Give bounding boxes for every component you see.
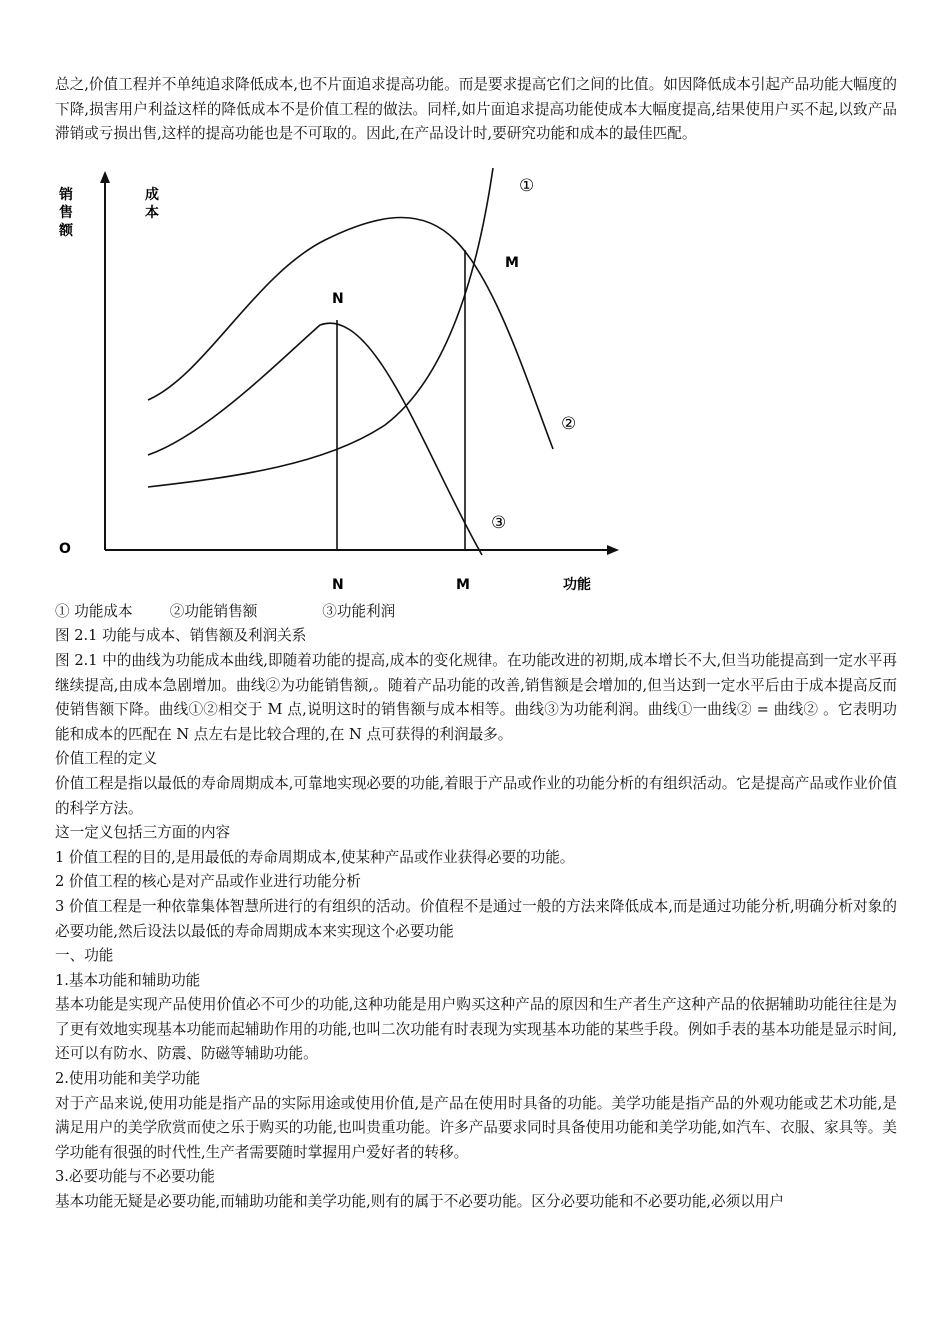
figure-legend <box>55 600 897 625</box>
y-label-left-2: 售 <box>59 204 73 221</box>
intro-paragraph: 总之,价值工程并不单纯追求降低成本,也不片面追求提高功能。而是要求提高它们之间的比值。如因降低成本引起产品功能大幅度的下降,损害用户利益这样的降低成本不是价值工程的做法。同样,如片面追求提高功能使成本大幅度提高,结果使用户买不起,以致产品滞销或亏损出售,这样的提高功能也是不可取的。因此,在产品设计时,要研究功能和成本的最佳匹配。 <box>55 76 897 143</box>
list-item-3: 3 价值工程是一种依靠集体智慧所进行的有组织的活动。价值程不是通过一般的方法来降低成本,而是通过功能分析,明确分析对象的必要功能,然后设法以最低的寿命周期成本来实现这个必要功能 <box>55 897 897 940</box>
heading-function: 一、功能 <box>55 947 114 965</box>
function-cost-diagram <box>55 155 897 600</box>
figure-2-1 <box>55 155 897 600</box>
curve-cost <box>148 168 493 487</box>
curve-marker-1: ① <box>519 175 535 196</box>
paragraph-definition: 价值工程是指以最低的寿命周期成本,可靠地实现必要的功能,着眼于产品或作业的功能分析的有组织活动。它是提高产品或作业价值的科学方法。 <box>55 774 897 817</box>
y-label-right-2: 本 <box>145 204 159 221</box>
document-page <box>55 73 897 1215</box>
figure-caption: 图 2.1 功能与成本、销售额及利润关系 <box>55 627 307 645</box>
list-item-2: 2 价值工程的核心是对产品或作业进行功能分析 <box>55 873 361 891</box>
heading-use-aesthetic: 2.使用功能和美学功能 <box>55 1070 201 1088</box>
x-axis-label: 功能 <box>563 576 591 593</box>
heading-definition: 价值工程的定义 <box>55 750 158 768</box>
paragraph-curve-explanation: 图 2.1 中的曲线为功能成本曲线,即随着功能的提高,成本的变化规律。在功能改进的初期,成本增长不大,但当功能提高到一定水平再继续提高,由成本急剧增加。曲线②为功能销售额,。随着产品功能的改善,销售额是会增加的,但当达到一定水平后由于成本提高反而使销售额下降。曲线①②相交于 M 点,说明这时的销售额与成本相等。曲线③为功能利润。曲线①一曲线② = 曲线② 。它表明功能和成本的匹配在 N 点左右是比较合理的,在 N 点可获得的利润最多。 <box>55 651 897 743</box>
y-label-left-1: 销 <box>59 186 73 203</box>
list-item-1: 1 价值工程的目的,是用最低的寿命周期成本,使某种产品或作业获得必要的功能。 <box>55 848 575 866</box>
paragraph-three-aspects: 这一定义包括三方面的内容 <box>55 824 231 842</box>
origin-label: O <box>59 540 71 557</box>
x-tick-n: N <box>332 576 344 593</box>
curve-marker-2: ② <box>561 413 577 434</box>
legend-sales: ②功能销售额 <box>169 602 258 620</box>
paragraph-basic-auxiliary: 基本功能是实现产品使用价值必不可少的功能,这种功能是用户购买这种产品的原因和生产者生产这种产品的依据辅助功能往往是为了更有效地实现基本功能而起辅助作用的功能,也叫二次功能有时表现为实现基本功能的某些手段。例如手表的基本功能是显示时间,还可以有防水、防震、防磁等辅助功能。 <box>55 996 897 1063</box>
curve-marker-3: ③ <box>491 512 507 533</box>
curve-profit <box>148 323 482 555</box>
paragraph-necessary: 基本功能无疑是必要功能,而辅助功能和美学功能,则有的属于不必要功能。区分必要功能和不必要功能,必须以用户 <box>55 1193 785 1211</box>
point-label-m: M <box>505 254 519 271</box>
y-label-left-3: 额 <box>59 222 73 239</box>
curve-sales <box>148 217 553 449</box>
point-label-n: N <box>332 290 344 307</box>
x-tick-m: M <box>456 576 470 593</box>
legend-profit: ③功能利润 <box>322 602 396 620</box>
heading-basic-auxiliary: 1.基本功能和辅助功能 <box>55 971 201 989</box>
y-label-right-1: 成 <box>145 186 159 203</box>
paragraph-use-aesthetic: 对于产品来说,使用功能是指产品的实际用途或使用价值,是产品在使用时具备的功能。美学功能是指产品的外观功能或艺术功能,是满足用户的美学欣赏而使之乐于购买的功能,也叫贵重功能。许多产品要求同时具备使用功能和美学功能,如汽车、衣服、家具等。美学功能有很强的时代性,生产者需要随时掌握用户爱好者的转移。 <box>55 1094 898 1161</box>
legend-cost: ① 功能成本 <box>55 602 133 620</box>
heading-necessary: 3.必要功能与不必要功能 <box>55 1168 215 1186</box>
